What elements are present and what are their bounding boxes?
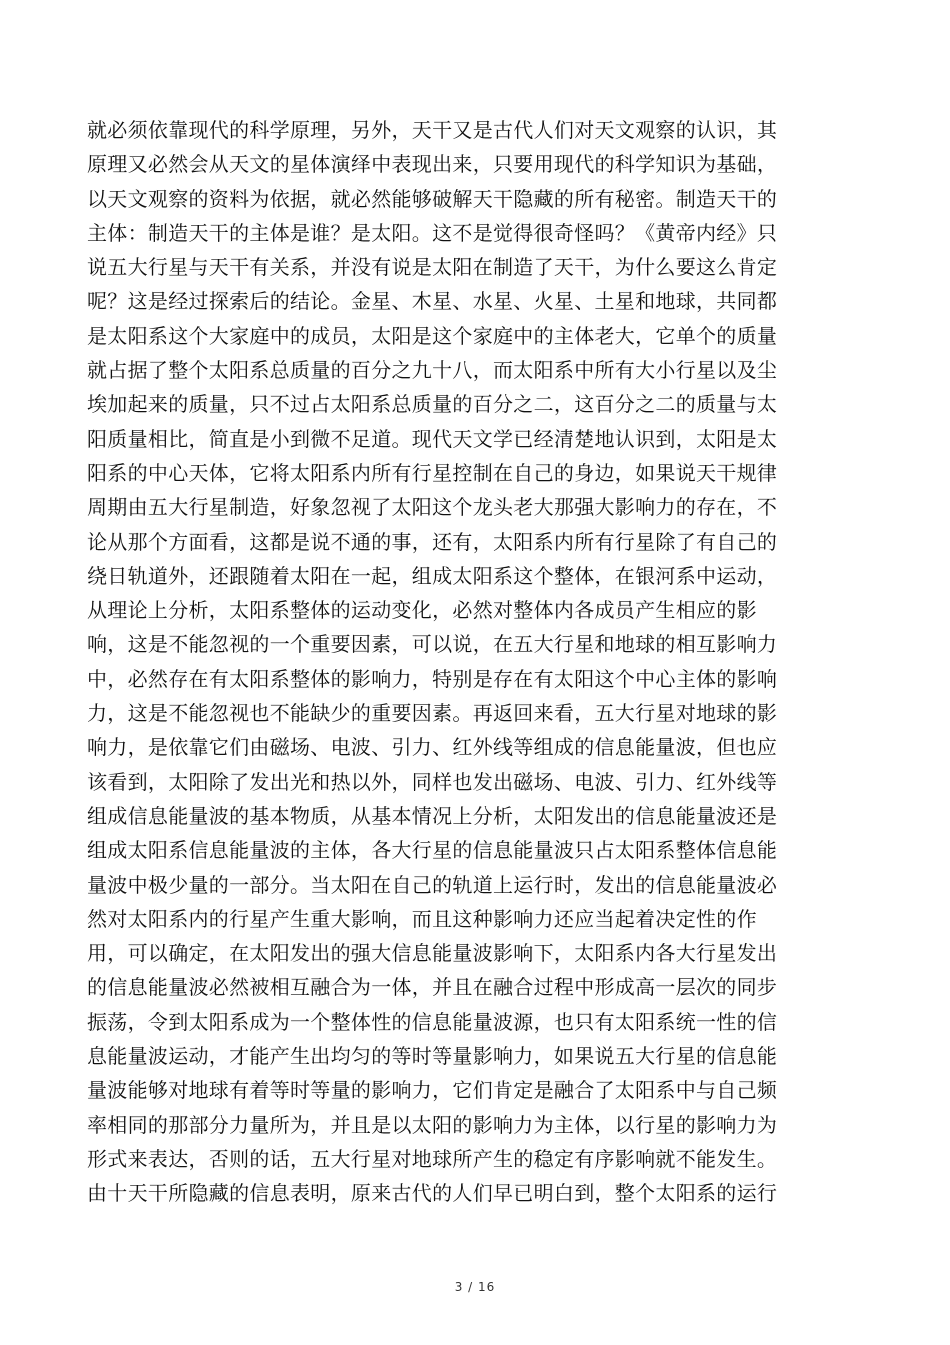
text-line: 的信息能量波必然被相互融合为一体，并且在融合过程中形成高一层次的同步 [87,975,778,1000]
text-line: 就占据了整个太阳系总质量的百分之九十八，而太阳系中所有大小行星以及尘 [87,358,778,383]
text-line: 以天文观察的资料为依据，就必然能够破解天干隐藏的所有秘密。制造天干的 [87,186,778,211]
text-line: 从理论上分析，太阳系整体的运动变化，必然对整体内各成员产生相应的影 [87,598,757,623]
text-line: 息能量波运动，才能产生出均匀的等时等量影响力，如果说五大行星的信息能 [87,1044,778,1069]
text-line: 就必须依靠现代的科学原理，另外，天干又是古代人们对天文观察的认识，其 [87,118,778,142]
text-line: 主体：制造天干的主体是谁？是太阳。这不是觉得很奇怪吗？《黄帝内经》只 [87,220,778,245]
text-line: 原理又必然会从天文的星体演绎中表现出来，只要用现代的科学知识为基础， [87,152,778,177]
text-line: 振荡，令到太阳系成为一个整体性的信息能量波源，也只有太阳系统一性的信 [87,1009,778,1034]
text-line: 量波能够对地球有着等时等量的影响力，它们肯定是融合了太阳系中与自己频 [87,1078,778,1103]
text-line: 组成信息能量波的基本物质，从基本情况上分析，太阳发出的信息能量波还是 [87,803,778,828]
text-line: 率相同的那部分力量所为，并且是以太阳的影响力为主体，以行星的影响力为 [87,1112,778,1137]
page-number: 3 / 16 [454,1280,496,1294]
text-line: 量波中极少量的一部分。当太阳在自己的轨道上运行时，发出的信息能量波必 [87,872,778,897]
text-line: 周期由五大行星制造，好象忽视了太阳这个龙头老大那强大影响力的存在，不 [87,495,778,520]
text-line: 论从那个方面看，这都是说不通的事，还有，太阳系内所有行星除了有自己的 [87,529,778,554]
text-line: 呢？这是经过探索后的结论。金星、木星、水星、火星、土星和地球，共同都 [87,289,778,314]
text-line: 阳质量相比，简直是小到微不足道。现代天文学已经清楚地认识到，太阳是太 [87,426,778,451]
text-line: 阳系的中心天体，它将太阳系内所有行星控制在自己的身边，如果说天干规律 [87,460,778,485]
text-line: 说五大行星与天干有关系，并没有说是太阳在制造了天干，为什么要这么肯定 [87,255,778,280]
text-line: 力，这是不能忽视也不能缺少的重要因素。再返回来看，五大行星对地球的影 [87,701,778,726]
text-line: 绕日轨道外，还跟随着太阳在一起，组成太阳系这个整体，在银河系中运动， [87,563,778,588]
text-line: 埃加起来的质量，只不过占太阳系总质量的百分之二，这百分之二的质量与太 [87,392,778,417]
text-line: 响力，是依靠它们由磁场、电波、引力、红外线等组成的信息能量波，但也应 [87,735,778,760]
text-line: 用，可以确定，在太阳发出的强大信息能量波影响下，太阳系内各大行星发出 [87,941,778,966]
body-text [87,113,807,1211]
text-line: 中，必然存在有太阳系整体的影响力，特别是存在有太阳这个中心主体的影响 [87,666,778,691]
text-line: 响，这是不能忽视的一个重要因素，可以说，在五大行星和地球的相互影响力 [87,632,778,657]
text-line: 由十天干所隐藏的信息表明，原来古代的人们早已明白到，整个太阳系的运行 [87,1181,778,1206]
text-line: 组成太阳系信息能量波的主体，各大行星的信息能量波只占太阳系整体信息能 [87,838,778,863]
text-line: 形式来表达，否则的话，五大行星对地球所产生的稳定有序影响就不能发生。 [87,1146,778,1171]
text-line: 然对太阳系内的行星产生重大影响，而且这种影响力还应当起着决定性的作 [87,906,757,931]
text-line: 是太阳系这个大家庭中的成员，太阳是这个家庭中的主体老大，它单个的质量 [87,323,778,348]
text-line: 该看到，太阳除了发出光和热以外，同样也发出磁场、电波、引力、红外线等 [87,769,778,794]
